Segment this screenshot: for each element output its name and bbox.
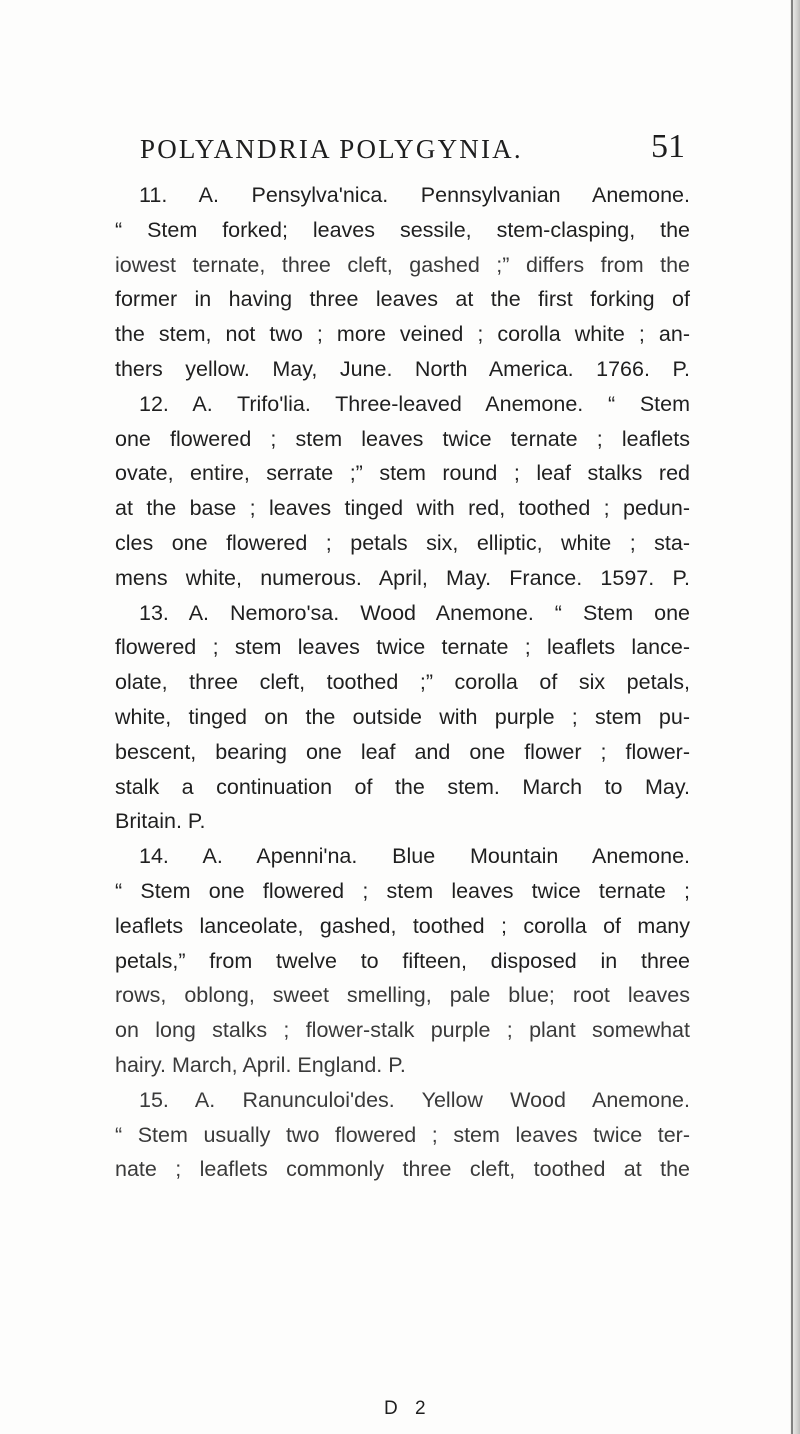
text-line: 12. A. Trifo'lia. Three-leaved Anemone. “ Stem (139, 391, 690, 416)
text-line: bescent, bearing one leaf and one flower ; flower- (115, 739, 690, 764)
text-line: ovate, entire, serrate ;” stem round ; leaf stalks red (115, 461, 690, 486)
text-line: “ Stem usually two flowered ; stem leaves twice ter- (115, 1122, 690, 1147)
text-line: white, tinged on the outside with purple ; stem pu- (115, 704, 690, 729)
text-line: 14. A. Apenni'na. Blue Mountain Anemone. (139, 844, 690, 869)
text-line: 15. A. Ranunculoi'des. Yellow Wood Anemone. (139, 1087, 690, 1112)
page-edge-line (791, 0, 793, 1434)
text-line: thers yellow. May, June. North America. 1766. P. (115, 356, 690, 381)
signature-mark: D 2 (384, 1398, 432, 1419)
text-line: cles one flowered ; petals six, elliptic, white ; sta- (115, 530, 690, 555)
text-line: rows, oblong, sweet smelling, pale blue; root leaves (115, 983, 690, 1008)
text-line: “ Stem forked; leaves sessile, stem-clasping, the (115, 217, 690, 242)
text-line: hairy. March, April. England. P. (115, 1052, 406, 1077)
text-line: iowest ternate, three cleft, gashed ;” differs from the (115, 252, 690, 277)
text-line: 11. A. Pensylva'nica. Pennsylvanian Anemone. (139, 183, 690, 207)
text-line: former in having three leaves at the first forking of (115, 287, 690, 312)
text-line: stalk a continuation of the stem. March to May. (115, 774, 690, 799)
text-line: olate, three cleft, toothed ;” corolla of six petals, (115, 670, 690, 695)
body-text (115, 178, 690, 1187)
text-line: flowered ; stem leaves twice ternate ; leaflets lance- (115, 635, 690, 660)
text-line: Britain. P. (115, 809, 206, 834)
text-line: nate ; leaflets commonly three cleft, toothed at the (115, 1157, 690, 1182)
text-line: on long stalks ; flower-stalk purple ; plant somewhat (115, 1018, 690, 1043)
text-line: the stem, not two ; more veined ; corolla white ; an- (115, 322, 690, 347)
page-number: 51 (651, 128, 685, 165)
text-line: petals,” from twelve to fifteen, disposed in three (115, 948, 690, 973)
running-head: POLYANDRIA POLYGYNIA. (140, 134, 523, 164)
text-line: at the base ; leaves tinged with red, toothed ; pedun- (115, 496, 690, 521)
text-line: one flowered ; stem leaves twice ternate ; leaflets (115, 426, 690, 451)
page-header (140, 128, 685, 168)
text-line: “ Stem one flowered ; stem leaves twice ternate ; (115, 878, 690, 903)
text-line: leaflets lanceolate, gashed, toothed ; corolla of many (115, 913, 690, 938)
text-line: mens white, numerous. April, May. France. 1597. P. (115, 565, 690, 590)
text-line: 13. A. Nemoro'sa. Wood Anemone. “ Stem one (139, 600, 690, 625)
